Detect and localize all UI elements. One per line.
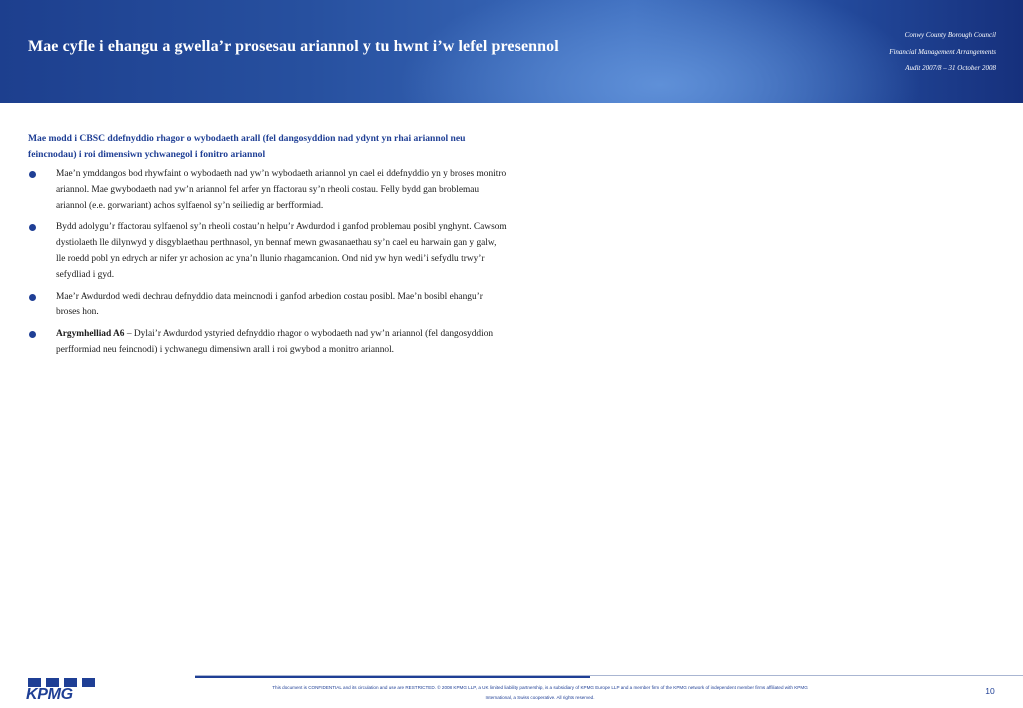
bullet-list: [28, 167, 508, 359]
bullet-icon: [29, 171, 36, 178]
section-heading: Mae modd i CBSC ddefnyddio rhagor o wybodaeth arall (fel dangosyddion nad ydynt yn rhai ariannol neu feincnodau) i roi dimensiwn ychwanegol i fonitro ariannol: [28, 133, 466, 160]
disclaimer-line: International, a Swiss cooperative. All rights reserved.: [485, 694, 595, 700]
bullet-text: Mae’r Awdurdod wedi dechrau defnyddio data meincnodi i ganfod arbedion costau posibl. Mae’n bosibl ehangu’r broses hon.: [56, 291, 483, 318]
bullet-text: Mae’n ymddangos bod rhywfaint o wybodaeth nad yw’n wybodaeth ariannol yn cael ei ddefnyddio yn y broses monitro ariannol. Mae gwybodaeth nad yw’n ariannol fel arfer yn ffactorau sy’n rheoli costau. Felly bydd gan broblemau ariannol (e.e. gorwariant) achos sylfaenol sy’n seiliedig ar berfformiad.: [56, 169, 507, 211]
logo-text: KPMG: [26, 686, 73, 703]
header-banner: [0, 0, 1023, 103]
bullet-item: [28, 290, 508, 322]
audit-date: Audit 2007/8 – 31 October 2008: [905, 64, 996, 72]
bullet-item: [28, 327, 508, 359]
logo-box-icon: [82, 678, 95, 687]
report-name: Financial Management Arrangements: [889, 47, 996, 56]
page-title: Mae cyfle i ehangu a gwella’r prosesau ariannol y tu hwnt i’w lefel presennol: [28, 38, 559, 55]
bullet-icon: [29, 294, 36, 301]
footer-disclaimer: [220, 683, 860, 702]
recommendation-label: Argymhelliad A6: [56, 329, 125, 340]
bullet-icon: [29, 331, 36, 338]
bullet-text: – Dylai’r Awdurdod ystyried defnyddio rhagor o wybodaeth nad yw’n ariannol (fel dangosyddion perfformiad neu feincnodi) i ychwanegu dimensiwn arall i roi gwybod a monitro ariannol.: [56, 329, 494, 355]
footer-divider-accent: [195, 676, 590, 678]
main-content: [28, 131, 508, 365]
client-name: Conwy County Borough Council: [904, 31, 996, 39]
page-number: 10: [985, 686, 995, 696]
bullet-text: Bydd adolygu’r ffactorau sylfaenol sy’n rheoli costau’n helpu’r Awdurdod i ganfod problemau posibl ynghynt. Cawsom dystiolaeth lle dilynwyd y disgyblaethau perthnasol, yn bennaf mewn gwasanaethau sy’n cael eu harwain gan y galw, lle roedd pobl yn edrych ar nifer yr achosion ac yna’n llunio rhagamcanion. Ond nid yw hyn wedi’i sefydlu trwy’r sefydliad i gyd.: [56, 222, 507, 280]
bullet-icon: [29, 224, 36, 231]
disclaimer-line: This document is CONFIDENTIAL and its circulation and use are RESTRICTED. © 2008 KPMG LLP, a UK limited liability partnership, is a subsidiary of KPMG Europe LLP and a member firm of the KPMG network of independent member firms affiliated with KPMG: [272, 685, 808, 690]
header-meta: [889, 27, 996, 77]
bullet-item: [28, 167, 508, 214]
bullet-item: [28, 220, 508, 283]
kpmg-logo: [26, 678, 99, 704]
